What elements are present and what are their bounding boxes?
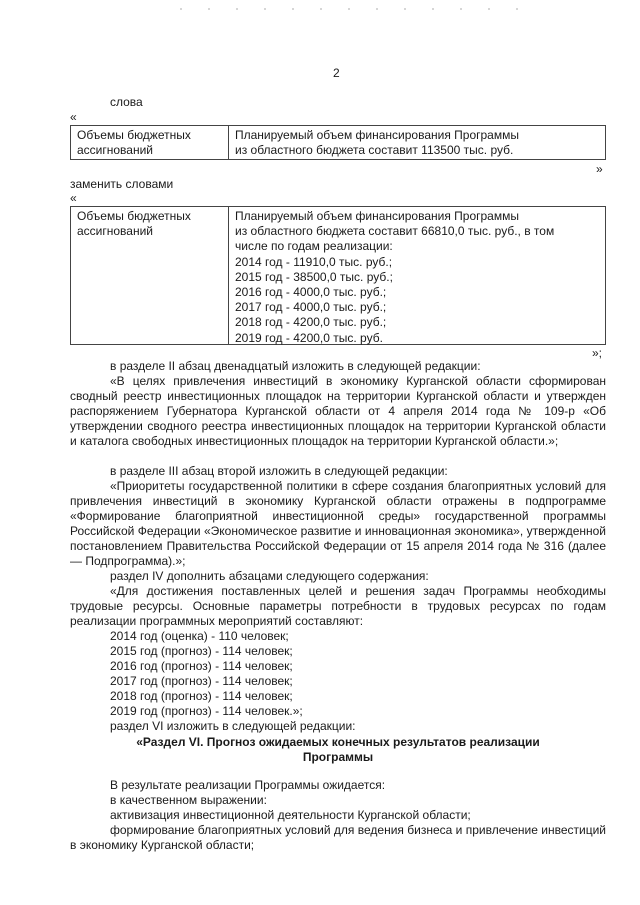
section6-heading — [70, 735, 606, 765]
word-slova: слова — [110, 95, 143, 109]
table-cell-line: Объемы бюджетных — [77, 128, 191, 142]
table-cell-line: 2017 год - 4000,0 тыс. руб.; — [235, 300, 387, 315]
workforce-item: 2019 год (прогноз) - 114 человек.»; — [110, 704, 303, 718]
quote-close-1: » — [596, 162, 603, 176]
page-number: 2 — [333, 66, 340, 80]
formation-text — [70, 823, 606, 853]
quote-close-2: »; — [592, 346, 603, 360]
table-new-right — [235, 209, 605, 346]
table-cell-line: Объемы бюджетных — [77, 209, 191, 223]
table-cell-line: 2014 год - 11910,0 тыс. руб.; — [235, 254, 393, 269]
expected-text: В результате реализации Программы ожидается: — [110, 778, 386, 792]
section3-intro: в разделе III абзац второй изложить в следующей редакции: — [110, 464, 448, 478]
formation-paragraph: формирование благоприятных условий для ведения бизнеса и привлечение инвестиций в экономику Курганской области; — [70, 823, 606, 852]
table-cell-line: числе по годам реализации: — [235, 239, 393, 254]
quote-open-2: « — [70, 191, 77, 205]
section3-text — [70, 479, 606, 569]
section4-paragraph: «Для достижения поставленных целей и решения задач Программы необходимы трудовые ресурсы. Основные параметры потребности в трудовых ресурсах по годам реализации программных мероприятий составляют: — [70, 584, 606, 628]
activation-text: активизация инвестиционной деятельности Курганской области; — [110, 808, 471, 822]
section6-intro: раздел VI изложить в следующей редакции: — [110, 719, 356, 733]
workforce-item: 2014 год (оценка) - 110 человек; — [110, 629, 289, 643]
table-old-budget — [70, 125, 606, 160]
table-cell-line: ассигнований — [77, 143, 154, 157]
section2-text — [70, 374, 606, 449]
section6-heading-line: «Раздел VI. Прогноз ожидаемых конечных результатов реализации — [136, 735, 540, 749]
section4-intro: раздел IV дополнить абзацами следующего содержания: — [110, 569, 429, 583]
table-cell-line: из областного бюджета составит 113500 тыс. руб. — [235, 143, 514, 158]
workforce-item: 2016 год (прогноз) - 114 человек; — [110, 659, 293, 673]
table-divider — [228, 126, 229, 159]
replace-with: заменить словами — [70, 177, 174, 191]
scan-artifact — [180, 8, 540, 10]
table-cell-line: Планируемый объем финансирования Программы — [235, 209, 519, 223]
workforce-item: 2015 год (прогноз) - 114 человек; — [110, 644, 293, 658]
quote-open-1: « — [70, 110, 77, 124]
table-cell-line: из областного бюджета составит 66810,0 тыс. руб., в том — [235, 224, 555, 239]
table-new-left — [77, 209, 191, 239]
table-cell-line: 2016 год - 4000,0 тыс. руб.; — [235, 285, 387, 300]
section6-heading-line: Программы — [302, 750, 374, 764]
table-cell-line: 2018 год - 4200,0 тыс. руб.; — [235, 315, 387, 330]
table-cell-line: 2019 год - 4200,0 тыс. руб. — [235, 330, 383, 345]
table-old-right — [235, 128, 605, 158]
table-new-budget — [70, 206, 606, 345]
table-cell-line: ассигнований — [77, 224, 154, 238]
section2-paragraph: «В целях привлечения инвестиций в экономику Курганской области сформирован сводный реестр инвестиционных площадок на территории Курганской области и утвержден распоряжением Губернатора Курганской области от 4 апреля 2014 года № 109-р «Об утверждении сводного реестра инвестиционных площадок на территории Курганской области и каталога свободных инвестиционных площадок на территории Курганской области.»; — [70, 374, 606, 448]
table-cell-line: Планируемый объем финансирования Программы — [235, 128, 519, 142]
section3-paragraph: «Приоритеты государственной политики в сфере создания благоприятных условий для привлечения инвестиций в экономику Курганской области отражены в подпрограмме «Формирование благоприятной инвестиционной среды» государственной программы Российской Федерации «Экономическое развитие и инновационная экономика», утвержденной постановлением Правительства Российской Федерации от 15 апреля 2014 года № 316 (далее — Подпрограмма).»; — [70, 479, 606, 568]
table-divider — [228, 207, 229, 344]
section4-text — [70, 584, 606, 629]
table-cell-line: 2015 год - 38500,0 тыс. руб.; — [235, 269, 393, 284]
qualitative-text: в качественном выражении: — [110, 793, 267, 807]
workforce-item: 2018 год (прогноз) - 114 человек; — [110, 689, 293, 703]
table-old-left — [77, 128, 191, 158]
section2-intro: в разделе II абзац двенадцатый изложить в следующей редакции: — [110, 359, 481, 373]
workforce-item: 2017 год (прогноз) - 114 человек; — [110, 674, 293, 688]
